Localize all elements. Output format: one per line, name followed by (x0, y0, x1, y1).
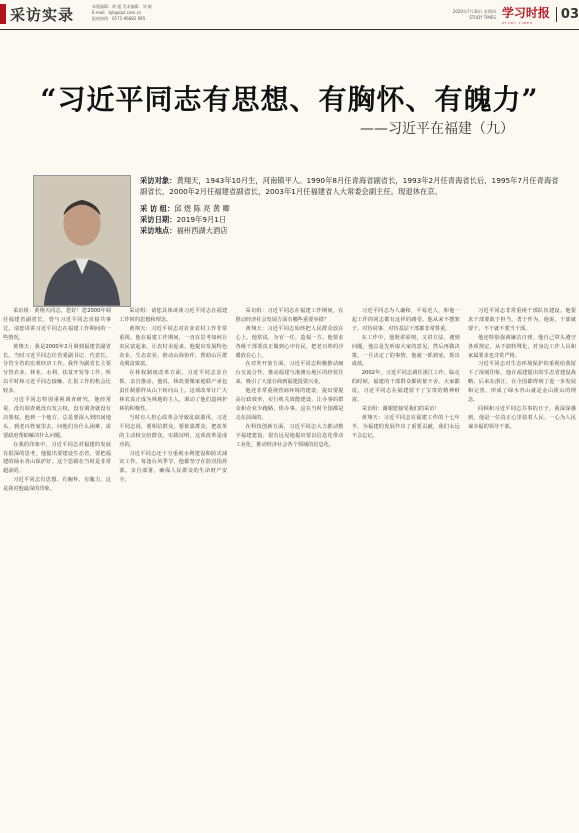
logo-text: 学习时报 (501, 6, 550, 20)
paragraph: 黄翔天：习近平同志始终把人民群众放在心上。他常说，为官一任，造福一方。他要求各级干部要真正做到心中有民，把老百姓的冷暖放在心上。 (235, 325, 344, 359)
newspaper-logo (502, 4, 550, 25)
paragraph: 在对外开放方面，习近平同志积极推动闽台交流合作，推动福建与港澳台地区的经贸往来，吸引了大量台商到福建投资兴业。 (235, 361, 344, 386)
masthead-right (453, 4, 579, 25)
profile-intro-text: 黄翔天，1943年10月生，河南镇平人。1990年8月任青海省副省长，1993年2月任青海省长后，1995年7月任青海省副省长，2000年2月任福建省副省长，2003年1月任福建省人大常委会副主任。现退休在京。 (140, 176, 559, 196)
issue-date-line: STUDY TIMES (469, 14, 496, 20)
paragraph: 在我的印象中，习近平同志对福建的发展有很深的思考。他提出要建设生态省，要把福建的绿水青山保护好。这个思路在当时是非常超前的。 (3, 441, 111, 475)
page-number: 03 (556, 7, 579, 22)
paragraph: 习近平同志特别重视调查研究。他经常说，没有调查就没有发言权，没有调查就没有决策权。他到一个地方，总是要深入到田间地头，到老百姓家里去，问他们有什么困难，需要政府帮助解决什么问题。 (3, 397, 111, 439)
meta-value: 2019年9月1日 (176, 215, 227, 224)
paragraph: 采访组：请您具体谈谈习近平同志在福建工作时的思想和理念。 (119, 308, 228, 323)
paragraph: 当时有人担心改革会导致乱砍滥伐，习近平同志说，要相信群众，要依靠群众，把改革的主动权交给群众。实践证明，这项改革是成功的。 (119, 414, 228, 448)
article-column (468, 307, 576, 827)
section-tag (0, 4, 74, 24)
paragraph: 习近平同志还十分重视水利建设和防灾减灾工作。每逢台风季节，他都坚守在防汛指挥部，亲自部署，确保人民群众的生命财产安全。 (119, 450, 228, 484)
issue-date-line: 2020年7月30日 星期四 (452, 8, 496, 14)
editor-info (92, 4, 262, 22)
masthead (0, 0, 579, 30)
editor-info-line: E-mail：bjb@zjol.com.cn (92, 10, 142, 15)
interview-meta (140, 203, 560, 236)
meta-row (140, 214, 560, 225)
logo-subtext: STUDY TIMES (501, 21, 533, 25)
paragraph: 黄翔天：习近平同志在福建工作的十七年半，为福建的发展作出了重要贡献，我们永远不会忘记。 (351, 414, 460, 439)
meta-label: 采访地点： (140, 226, 177, 235)
meta-value: 邱 煜 陈 亮 黄 卿 (174, 204, 230, 213)
headline: “习近平同志有思想、有胸怀、有魄力” (40, 83, 539, 116)
article-body (3, 307, 576, 827)
subheadline: ——习近平在福建（九） (360, 121, 514, 137)
interviewee-profile (140, 175, 560, 236)
paragraph: 2002年，习近平同志调任浙江工作。临走的时候，福建的干部群众都依依不舍。大家都说，习近平同志在福建留下了宝贵的精神财富。 (351, 370, 460, 404)
paragraph: 习近平同志有思想、有胸怀、有魄力。这是我对他最深的印象。 (3, 477, 111, 493)
article-column (352, 307, 460, 827)
paragraph: 他还特别强调廉洁自律。他自己带头遵守各项规定，从不搞特殊化，对身边工作人员和家属要求也非常严格。 (468, 334, 576, 359)
paragraph: 回顾和习近平同志共事的日子，我深深感到，他是一位真正心里装着人民、一心为人民谋幸福的领导干部。 (468, 405, 576, 430)
section-bar (0, 4, 6, 24)
paragraph: 黄翔天：我是2000年2月调到福建省副省长。当时习近平同志任省委副书记、代省长，分管全省的宏观经济工作。我作为副省长主要分管农业、林业、水利、扶贫开发等工作，所以平时和习近平同志接触、汇报工作的机会比较多。 (3, 343, 111, 395)
paragraph: 他还非常重视营商环境的建设，提出要提高行政效率，实行机关效能建设，让办事的群众和企业少跑路、快办事。这在当时全国都是走在前面的。 (235, 388, 344, 421)
paragraph: 在工作中，他既讲原则，又讲方法。遇到问题，他总是先听取大家的意见，然后再做决策。一旦决定了的事情，他就一抓到底，抓出成效。 (351, 334, 460, 368)
paragraph: 在林权制度改革方面，习近平同志亲自抓、亲自推动。他说，林改要像家庭联产承包责任制那样从山下转向山上。这项改革让广大林农真正成为林地的主人，调动了他们造林护林的积极性。 (119, 370, 228, 412)
issue-date (453, 9, 496, 21)
paragraph: 采访组：习近平同志在福建工作期间，在推动经济社会发展方面有哪些重要举措？ (235, 308, 344, 323)
meta-value: 福州西湖大酒店 (176, 226, 228, 235)
meta-row (140, 203, 560, 214)
paragraph: 习近平同志非常重视干部队伍建设。他要求干部要敢于担当，勇于作为。他说，干部就要干，不干就不要当干部。 (468, 308, 576, 332)
profile-intro (140, 175, 560, 197)
portrait-photo (33, 175, 131, 307)
portrait-figure (34, 176, 130, 306)
paragraph: 习近平同志对生态环境保护的重视给我留下了深刻印象。他在福建提出的生态省建设战略，后来在浙江、在全国都得到了进一步发展和完善，形成了绿水青山就是金山银山的理念。 (468, 361, 576, 404)
editor-info-line: 本版编辑：黄 超 美术编辑：刘 敏 (92, 4, 152, 9)
article-column (119, 307, 227, 827)
paragraph: 采访组：谢谢您接受我们的采访！ (361, 405, 440, 412)
meta-row (140, 225, 560, 236)
paragraph: 在科技创新方面，习近平同志大力推动数字福建建设，很有远见地提出要以信息化带动工业化，推动经济社会各个领域的信息化。 (235, 423, 344, 448)
editor-info-line: 报料热线：0571-96682 985 (92, 16, 146, 21)
section-name: 采访实录 (10, 5, 75, 24)
paragraph: 习近平同志为人谦和，平易近人，和他一起工作的同志都有这样的感受。他从来不摆架子，对待同事、对待基层干部都非常尊重。 (351, 308, 460, 332)
meta-label: 采访日期： (140, 215, 177, 224)
article-column (236, 307, 344, 827)
article-column (3, 307, 111, 827)
paragraph: 采访组：黄翔天同志，您好！您2000年调任福建省副省长，曾与习近平同志直接共事过。请您讲讲习近平同志在福建工作期间的一些情况。 (3, 308, 111, 341)
meta-label: 采 访 组： (140, 204, 175, 213)
profile-intro-label: 采访对象： (140, 176, 177, 185)
paragraph: 黄翔天：习近平同志对农业农村工作非常重视。他在福建工作期间，一直在思考如何让农民富起来，让农村美起来。他提出发展特色农业、生态农业，推动山海协作，帮助山区群众脱贫致富。 (119, 325, 228, 368)
